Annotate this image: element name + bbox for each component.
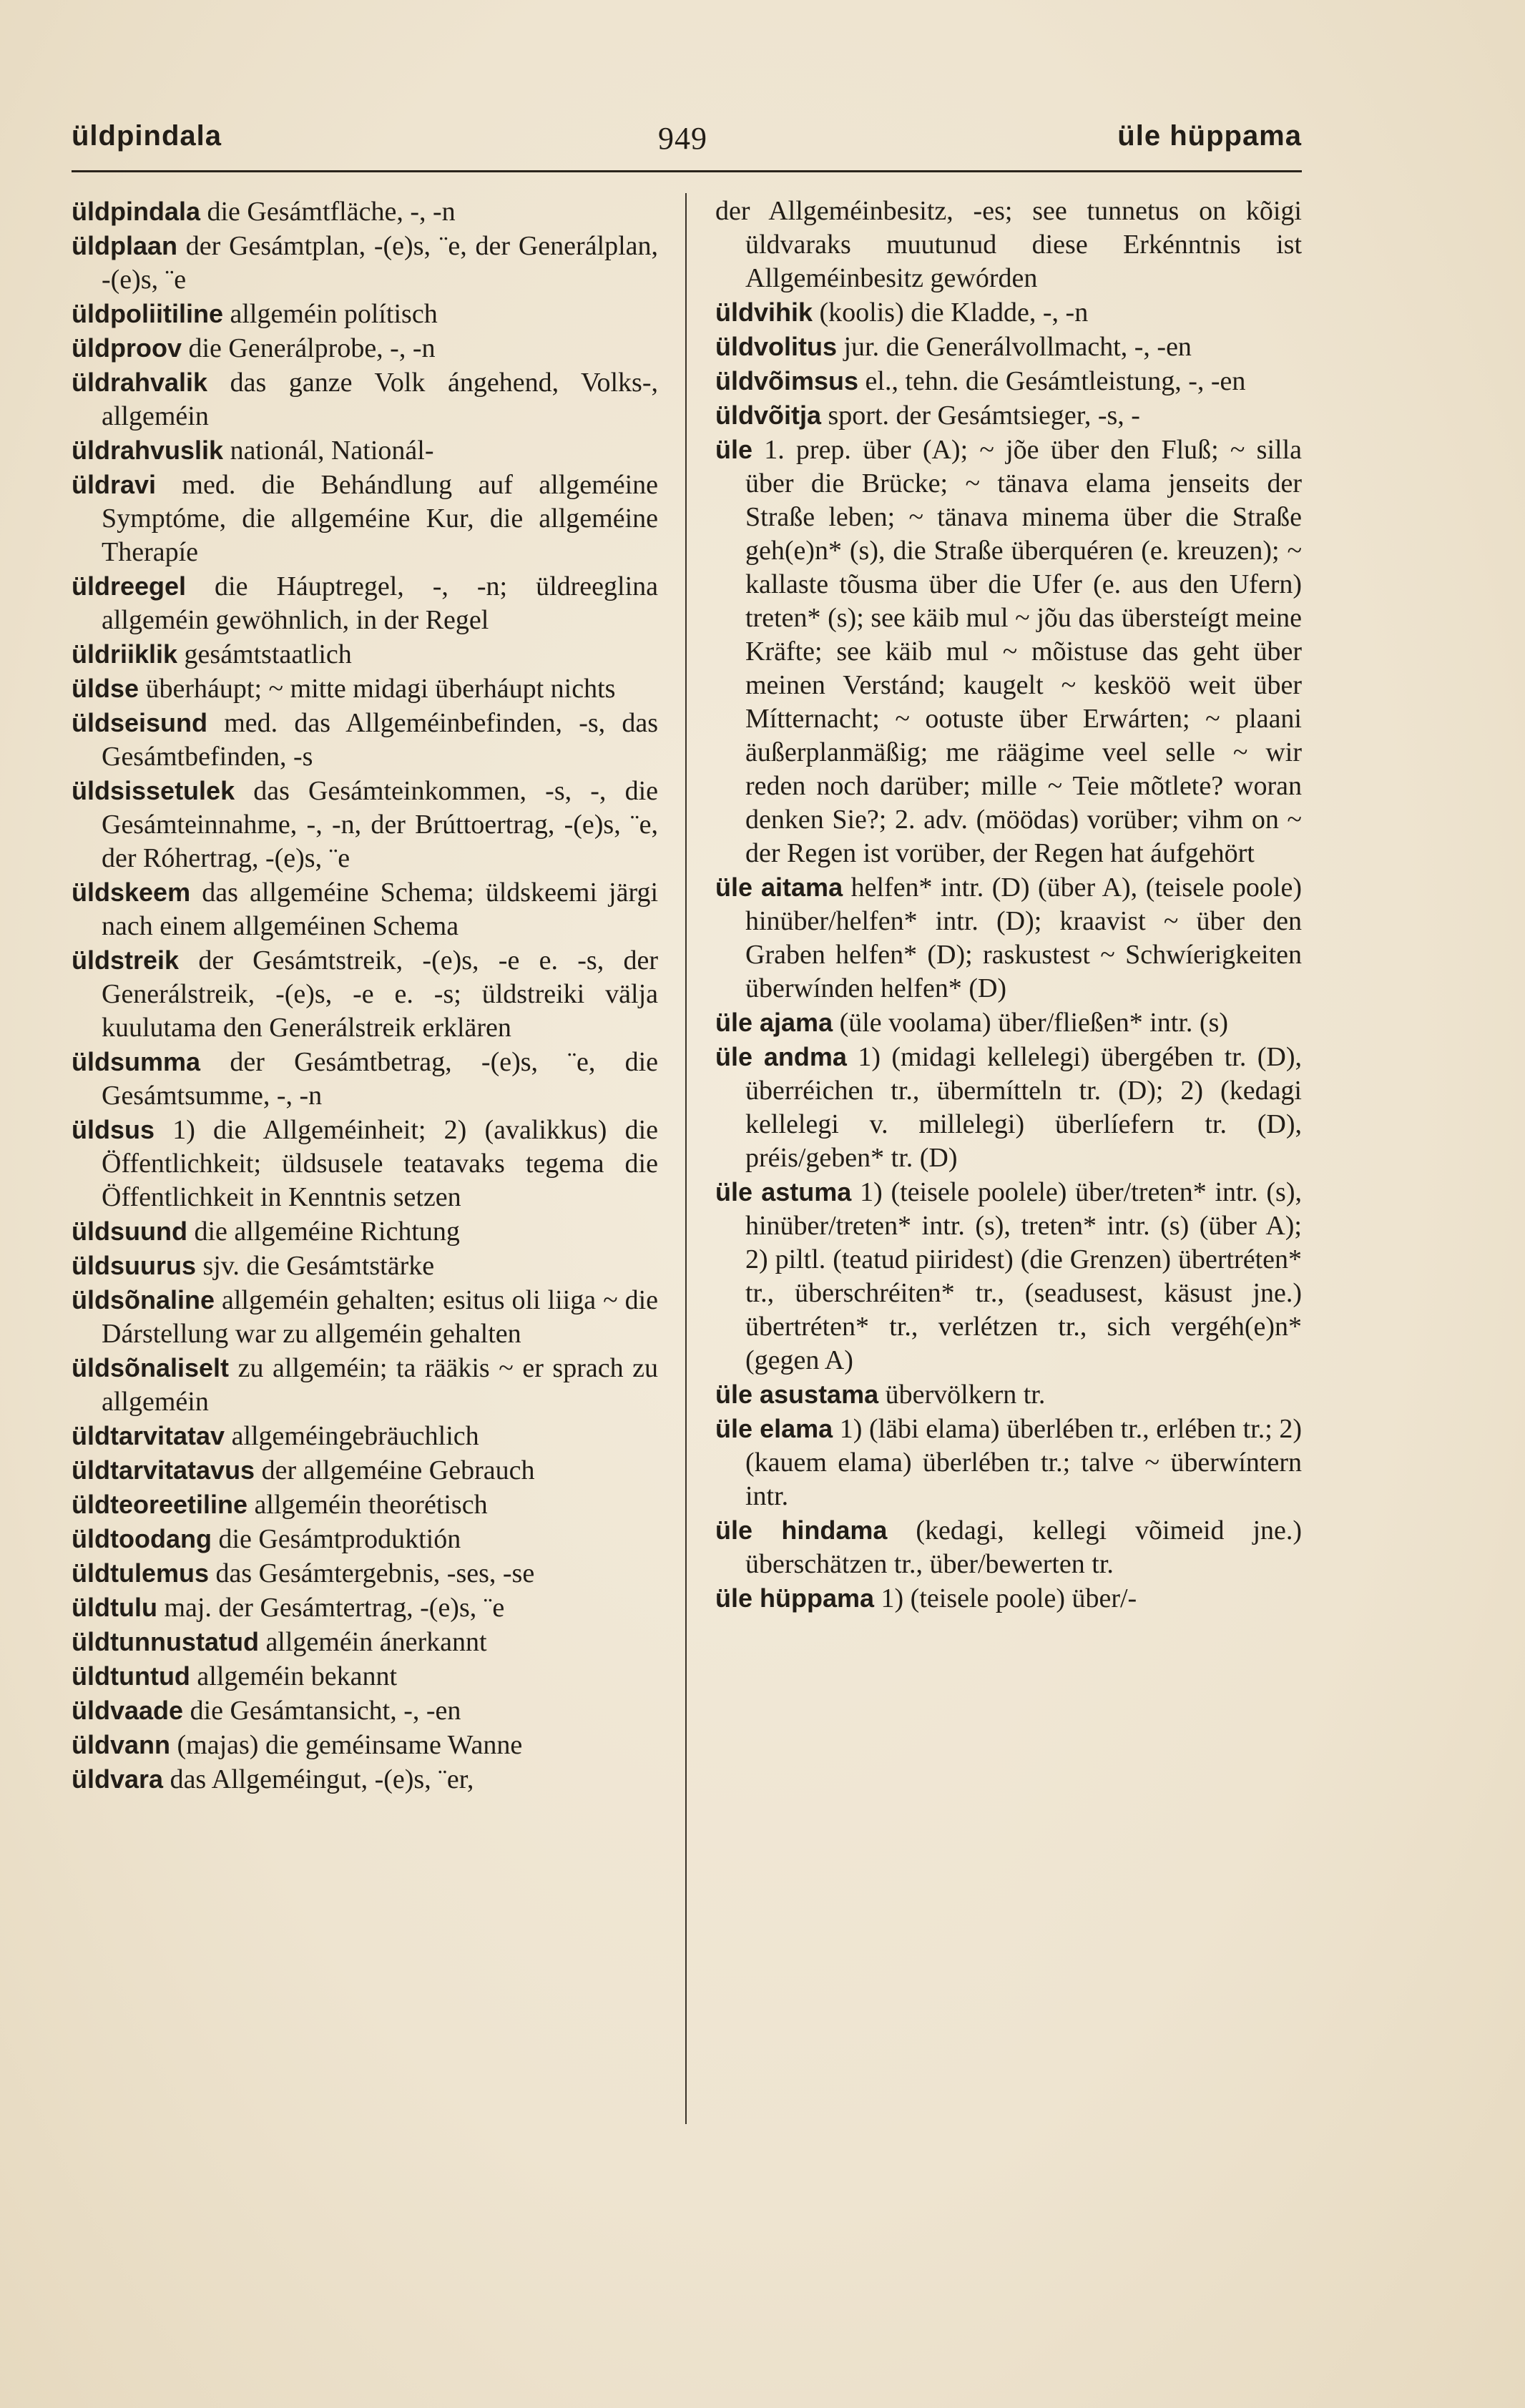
dictionary-entry [72, 365, 658, 433]
entry-headword: üle astuma [715, 1177, 852, 1207]
entry-text: allgeméin polítisch [230, 299, 438, 329]
entry-text: 1) die Allgeméinheit; 2) (avalikkus) die Öffentlichkeit; üldsusele teatavaks tegema die Öffentlichkeit in Kenntnis setzen [102, 1115, 658, 1212]
entry-text: die Háuptregel, -, -n; üldreeglina allgeméin gewöhnlich, in der Regel [102, 571, 658, 635]
page-header [72, 114, 1302, 172]
entry-text: sport. der Gesámtsieger, -s, - [828, 400, 1140, 431]
entry-headword: üle [715, 435, 753, 464]
entry-text: maj. der Gesámtertrag, -(e)s, ¨e [164, 1593, 505, 1623]
dictionary-entry [72, 569, 658, 637]
dictionary-entry [72, 1591, 658, 1625]
entry-text: 1) (teisele poolele) über/treten* intr. (s), hinüber/treten* intr. (s), treten* intr. (s) (über A); 2) piltl. (teatud piiridest) (die Grenzen) übertréten* tr., überschréiten* tr., (seadusest, käsust jne.) übertréten* tr., verlétzen tr., sich vergéh(e)n* (gegen A) [745, 1177, 1302, 1375]
entry-text: übervölkern tr. [885, 1380, 1046, 1410]
entry-headword: üldseisund [72, 708, 208, 737]
entry-text: das ganze Volk ángehend, Volks-, allgeméin [102, 368, 659, 431]
entry-text: (kedagi, kellegi võimeid jne.) überschätzen tr., über/bewerten tr. [745, 1515, 1303, 1579]
dictionary-entry [715, 1377, 1302, 1412]
entry-text: allgeméingebräuchlich [231, 1421, 479, 1451]
dictionary-entry [72, 1659, 658, 1694]
dictionary-entry [72, 1762, 658, 1797]
dictionary-entry [72, 1488, 658, 1522]
dictionary-entry [72, 1453, 658, 1488]
dictionary-entry [72, 1694, 658, 1728]
header-rule [72, 170, 1302, 172]
entry-text: das Gesámteinkommen, -s, -, die Gesámteinnahme, -, -n, der Brúttoertrag, -(e)s, ¨e, der Róhertrag, -(e)s, ¨e [102, 776, 658, 873]
entry-headword: üldrahvuslik [72, 436, 224, 465]
entry-text: helfen* intr. (D) (über A), (teisele poole) hinüber/helfen* intr. (D); kraavist ~ über den Graben helfen* (D); raskustest ~ Schwíerigkeiten überwínden helfen* (D) [745, 873, 1302, 1003]
entry-text: der Gesámtplan, -(e)s, ¨e, der Generálplan, -(e)s, ¨e [102, 231, 659, 295]
dictionary-entry [72, 1419, 658, 1453]
entry-text: der Allgeméinbesitz, -es; see tunnetus on kõigi üldvaraks muutunud diese Erkénntnis ist Allgeméinbesitz gewórden [715, 196, 1302, 293]
dictionary-entry [72, 229, 658, 297]
dictionary-entry [72, 1625, 658, 1659]
entry-text: jur. die Generálvollmacht, -, -en [843, 332, 1192, 362]
dictionary-entry [715, 295, 1302, 330]
entry-headword: üldvaade [72, 1696, 184, 1725]
entry-text: gesámtstaatlich [184, 639, 352, 669]
entry-text: el., tehn. die Gesámtleistung, -, -en [865, 366, 1246, 396]
dictionary-entry [72, 1522, 658, 1556]
entry-headword: üldstreik [72, 945, 180, 975]
entry-text: med. das Allgeméinbefinden, -s, das Gesámtbefinden, -s [102, 708, 659, 772]
entry-headword: üldrahvalik [72, 368, 208, 397]
entry-headword: üldsuund [72, 1217, 187, 1246]
dictionary-entry [715, 433, 1302, 870]
column-divider [685, 193, 687, 2124]
dictionary-entry [715, 1581, 1302, 1616]
entry-headword: üldtuntud [72, 1661, 190, 1691]
dictionary-entry [72, 433, 658, 468]
dictionary-entry [72, 468, 658, 569]
entry-headword: üldpoliitiline [72, 299, 223, 328]
entry-headword: üldtoodang [72, 1524, 212, 1553]
dictionary-entry [715, 1006, 1302, 1040]
entry-text: zu allgeméin; ta rääkis ~ er sprach zu allgeméin [102, 1353, 659, 1417]
entry-headword: üldtulemus [72, 1558, 210, 1588]
entry-headword: üldplaan [72, 231, 178, 260]
dictionary-entry [72, 1249, 658, 1283]
entry-text: sjv. die Gesámtstärke [202, 1251, 435, 1281]
dictionary-entry [715, 1040, 1302, 1175]
entry-headword: üldvõitja [715, 400, 822, 430]
dictionary-entry [715, 398, 1302, 433]
dictionary-entry [72, 774, 658, 875]
dictionary-entry [72, 297, 658, 331]
entry-text: nationál, Nationál- [230, 436, 434, 466]
header-left-catchword: üldpindala [72, 120, 222, 152]
dictionary-entry [72, 1283, 658, 1351]
entry-headword: üldteoreetiline [72, 1490, 248, 1519]
entry-text: 1. prep. über (A); ~ jõe über den Fluß; ~ silla über die Brücke; ~ tänava elama jenseits der Straße leben; ~ tänava minema über die Straße geh(e)n* (s), die Straße überquéren (e. kreuzen); ~ kallaste tõusma über die Ufer (e. aus den Ufern) treten* (s); see käib mul ~ jõu das übersteígt meine Kräfte; see käib mul ~ mõistuse das geht über meinen Verstánd; kaugelt ~ kesköö weit über Mítternacht; ~ ootuste über Erwárten; ~ plaani äußerplanmäßig; me räägime veel selle ~ wir reden noch darüber; mille ~ Teie mõtlete? woran denken Sie?; 2. adv. (möödas) vorüber; vihm on ~ der Regen ist vorüber, der Regen hat áufgehört [745, 435, 1303, 868]
dictionary-entry [715, 195, 1302, 295]
dictionary-entry [72, 637, 658, 672]
dictionary-entry [72, 875, 658, 943]
dictionary-entry [72, 1045, 658, 1113]
entry-headword: üldsõnaliselt [72, 1353, 230, 1382]
entry-headword: üldravi [72, 470, 157, 499]
dictionary-entry [72, 1214, 658, 1249]
dictionary-entry [715, 870, 1302, 1006]
dictionary-entry [715, 1513, 1302, 1581]
entry-text: 1) (läbi elama) überlében tr., erlében tr.; 2) (kauem elama) überlében tr.; talve ~ überwíntern intr. [745, 1414, 1302, 1511]
entry-headword: üle elama [715, 1414, 833, 1443]
entry-headword: üldvara [72, 1764, 164, 1794]
entry-headword: üldproov [72, 333, 182, 363]
dictionary-entry [72, 1728, 658, 1762]
dictionary-entry [715, 1175, 1302, 1377]
entry-headword: üldvann [72, 1730, 171, 1759]
dictionary-entry [72, 706, 658, 774]
entry-headword: üldskeem [72, 878, 191, 907]
entry-text: allgeméin gehalten; esitus oli liiga ~ die Dárstellung war zu allgeméin gehalten [102, 1285, 658, 1349]
entry-headword: üle aitama [715, 873, 843, 902]
entry-text: (majas) die geméinsame Wanne [177, 1730, 523, 1760]
entry-text: der Gesámtbetrag, -(e)s, ¨e, die Gesámtsumme, -, -n [102, 1047, 659, 1111]
left-column [72, 195, 658, 1797]
entry-text: das Allgeméingut, -(e)s, ¨er, [170, 1764, 474, 1794]
entry-headword: üldtunnustatud [72, 1627, 259, 1656]
entry-headword: üldvihik [715, 298, 813, 327]
dictionary-entry [715, 364, 1302, 398]
entry-text: med. die Behándlung auf allgeméine Symptóme, die allgeméine Kur, die allgeméine Therapíe [102, 470, 659, 567]
dictionary-entry [72, 1351, 658, 1419]
dictionary-entry [72, 943, 658, 1045]
entry-headword: üle hindama [715, 1515, 888, 1545]
entry-text: die allgeméine Richtung [194, 1217, 460, 1247]
entry-headword: üldsissetulek [72, 776, 235, 805]
dictionary-entry [72, 672, 658, 706]
entry-text: 1) (midagi kellelegi) übergében tr. (D), überréichen tr., übermítteln tr. (D); 2) (kedagi kellelegi v. millelegi) überlíefern tr. (D), préis/geben* tr. (D) [745, 1042, 1303, 1173]
entry-text: allgeméin theorétisch [254, 1490, 488, 1520]
entry-headword: üldtulu [72, 1593, 157, 1622]
entry-headword: üldpindala [72, 197, 200, 226]
entry-headword: üle asustama [715, 1380, 879, 1409]
entry-headword: üldvolitus [715, 332, 837, 361]
entry-text: der Gesámtstreik, -(e)s, -e e. -s, der Generálstreik, -(e)s, -e e. -s; üldstreiki välja kuulutama den Generálstreik erklären [102, 945, 658, 1043]
entry-headword: üldsus [72, 1115, 155, 1144]
entry-text: die Gesámtfläche, -, -n [207, 197, 456, 227]
entry-headword: üle ajama [715, 1008, 833, 1037]
entry-headword: üldreegel [72, 571, 187, 601]
entry-headword: üldsuurus [72, 1251, 197, 1280]
dictionary-entry [715, 1412, 1302, 1513]
entry-headword: üldse [72, 674, 139, 703]
entry-headword: üldvõimsus [715, 366, 859, 395]
entry-text: allgeméin bekannt [197, 1661, 398, 1691]
entry-text: die Gesámtproduktión [218, 1524, 461, 1554]
entry-text: (üle voolama) über/fließen* intr. (s) [839, 1008, 1229, 1038]
entry-headword: üldriiklik [72, 639, 178, 669]
entry-text: die Gesámtansicht, -, -en [190, 1696, 461, 1726]
dictionary-entry [72, 1556, 658, 1591]
entry-text: das allgeméine Schema; üldskeemi järgi nach einem allgeméinen Schema [102, 878, 659, 941]
entry-text: die Generálprobe, -, -n [188, 333, 436, 363]
entry-headword: üldsumma [72, 1047, 201, 1076]
right-column [715, 195, 1302, 1616]
entry-text: allgeméin ánerkannt [265, 1627, 487, 1657]
entry-headword: üle andma [715, 1042, 847, 1071]
entry-headword: üldtarvitatavus [72, 1455, 255, 1485]
entry-text: das Gesámtergebnis, -ses, -se [215, 1558, 535, 1588]
entry-headword: üldsõnaline [72, 1285, 215, 1314]
page-number: 949 [658, 121, 707, 156]
dictionary-entry [72, 1113, 658, 1214]
header-right-catchword: üle hüppama [1117, 120, 1302, 152]
entry-text: (koolis) die Kladde, -, -n [819, 298, 1089, 328]
entry-text: der allgeméine Gebrauch [261, 1455, 535, 1485]
dictionary-entry [72, 195, 658, 229]
entry-headword: üldtarvitatav [72, 1421, 225, 1450]
entry-text: überháupt; ~ mitte midagi überháupt nichts [145, 674, 616, 704]
dictionary-entry [715, 330, 1302, 364]
dictionary-entry [72, 331, 658, 365]
entry-headword: üle hüppama [715, 1583, 875, 1613]
entry-text: 1) (teisele poole) über/- [881, 1583, 1137, 1613]
